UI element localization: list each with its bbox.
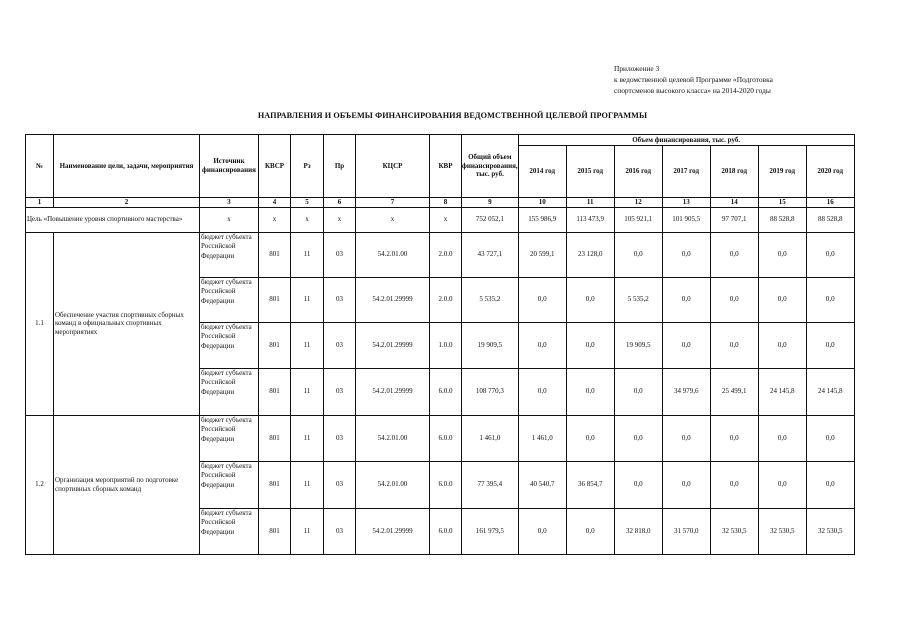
appendix-line-2: к ведомственной целевой Программе «Подготовка xyxy=(614,75,773,84)
table-cell: 32 530,5 xyxy=(806,508,854,554)
table-cell: 0,0 xyxy=(518,508,566,554)
column-number: 10 xyxy=(518,198,566,208)
header-total: Общий объем финансирования, тыс. руб. xyxy=(462,135,519,198)
goal-cell: 113 473,9 xyxy=(566,207,614,232)
header-year: 2018 год xyxy=(710,146,758,198)
goal-name: Цель «Повышение уровня спортивного мастерства» xyxy=(26,207,200,232)
table-cell: 0,0 xyxy=(710,232,758,277)
table-cell: 20 599,1 xyxy=(518,232,566,277)
column-number: 8 xyxy=(430,198,462,208)
table-cell: 0,0 xyxy=(758,415,806,461)
header-name: Наименование цели, задачи, мероприятия xyxy=(54,135,200,198)
header-year: 2019 год xyxy=(758,146,806,198)
table-cell: 5 535,2 xyxy=(462,277,519,322)
goal-cell: 105 921,1 xyxy=(614,207,662,232)
financing-table xyxy=(25,134,855,555)
table-header xyxy=(26,135,855,208)
table-cell: 34 979,6 xyxy=(662,368,710,415)
table-cell: 0,0 xyxy=(566,415,614,461)
appendix-note xyxy=(614,63,773,96)
table-cell: 25 499,1 xyxy=(710,368,758,415)
table-row xyxy=(26,232,855,277)
table-cell: 1 461,0 xyxy=(518,415,566,461)
table-cell: 801 xyxy=(259,508,291,554)
table-row xyxy=(26,415,855,461)
table-cell: 0,0 xyxy=(566,322,614,368)
funding-source: бюджет субъекта Российской Федерации xyxy=(200,322,259,368)
table-cell: 0,0 xyxy=(662,322,710,368)
header-year: 2020 год xyxy=(806,146,854,198)
table-cell: 0,0 xyxy=(806,322,854,368)
table-cell: 0,0 xyxy=(518,322,566,368)
column-number: 16 xyxy=(806,198,854,208)
table-cell: 54.2.01.00 xyxy=(356,461,430,508)
table-cell: 6.0.0 xyxy=(430,368,462,415)
table-cell: 11 xyxy=(291,415,324,461)
table-cell: 54.2.01.00 xyxy=(356,232,430,277)
table-cell: 03 xyxy=(324,508,356,554)
table-cell: 1.0.0 xyxy=(430,322,462,368)
table-cell: 0,0 xyxy=(566,277,614,322)
table-cell: 03 xyxy=(324,277,356,322)
table-cell: 54.2.01.29999 xyxy=(356,368,430,415)
header-pr: Пр xyxy=(324,135,356,198)
column-number: 9 xyxy=(462,198,519,208)
table-cell: 2.0.0 xyxy=(430,277,462,322)
table-cell: 32 530,5 xyxy=(710,508,758,554)
table-cell: 0,0 xyxy=(758,322,806,368)
goal-cell: x xyxy=(291,207,324,232)
table-cell: 0,0 xyxy=(518,368,566,415)
funding-source: бюджет субъекта Российской Федерации xyxy=(200,461,259,508)
table-cell: 0,0 xyxy=(662,461,710,508)
table-cell: 19 909,5 xyxy=(614,322,662,368)
column-number: 12 xyxy=(614,198,662,208)
header-no: № xyxy=(26,135,54,198)
table-cell: 36 854,7 xyxy=(566,461,614,508)
table-cell: 24 145,8 xyxy=(806,368,854,415)
table-cell: 0,0 xyxy=(662,277,710,322)
goal-cell: x xyxy=(259,207,291,232)
table-cell: 0,0 xyxy=(758,277,806,322)
table-cell: 0,0 xyxy=(758,232,806,277)
funding-source: бюджет субъекта Российской Федерации xyxy=(200,415,259,461)
table-cell: 03 xyxy=(324,232,356,277)
table-cell: 0,0 xyxy=(806,277,854,322)
header-kvsr: КВСР xyxy=(259,135,291,198)
table-cell: 54.2.01.29999 xyxy=(356,508,430,554)
goal-cell: 752 052,1 xyxy=(462,207,519,232)
table-cell: 161 979,5 xyxy=(462,508,519,554)
table-cell: 0,0 xyxy=(806,415,854,461)
table-cell: 108 770,3 xyxy=(462,368,519,415)
table-cell: 0,0 xyxy=(566,368,614,415)
header-year: 2015 год xyxy=(566,146,614,198)
table-cell: 801 xyxy=(259,368,291,415)
table-cell: 2.0.0 xyxy=(430,232,462,277)
table-cell: 0,0 xyxy=(710,277,758,322)
table-cell: 0,0 xyxy=(662,415,710,461)
table-cell: 0,0 xyxy=(710,322,758,368)
task-name: Обеспечение участия спортивных сборных команд в официальных спортивных мероприятиях xyxy=(54,232,200,415)
column-number: 4 xyxy=(259,198,291,208)
table-cell: 32 530,5 xyxy=(758,508,806,554)
task-name: Организация мероприятий по подготовке спортивных сборных команд xyxy=(54,415,200,554)
table-cell: 40 540,7 xyxy=(518,461,566,508)
funding-source: бюджет субъекта Российской Федерации xyxy=(200,508,259,554)
table-cell: 801 xyxy=(259,461,291,508)
page-title: НАПРАВЛЕНИЯ И ОБЪЕМЫ ФИНАНСИРОВАНИЯ ВЕДОМСТВЕННОЙ ЦЕЛЕВОЙ ПРОГРАММЫ xyxy=(257,111,648,120)
table-cell: 0,0 xyxy=(710,461,758,508)
table-cell: 32 818,0 xyxy=(614,508,662,554)
table-cell: 0,0 xyxy=(518,277,566,322)
column-number: 7 xyxy=(356,198,430,208)
goal-cell: 88 528,8 xyxy=(758,207,806,232)
goal-cell: 155 986,9 xyxy=(518,207,566,232)
table-cell: 11 xyxy=(291,508,324,554)
table-cell: 31 570,0 xyxy=(662,508,710,554)
table-cell: 23 128,0 xyxy=(566,232,614,277)
column-number: 5 xyxy=(291,198,324,208)
table-cell: 0,0 xyxy=(614,232,662,277)
table-cell: 801 xyxy=(259,277,291,322)
table-cell: 0,0 xyxy=(614,368,662,415)
table-cell: 03 xyxy=(324,322,356,368)
goal-cell: 101 905,5 xyxy=(662,207,710,232)
table-cell: 03 xyxy=(324,368,356,415)
column-number: 14 xyxy=(710,198,758,208)
goal-cell: 97 707,1 xyxy=(710,207,758,232)
table-cell: 6.0.0 xyxy=(430,508,462,554)
header-year: 2014 год xyxy=(518,146,566,198)
task-1-2-group xyxy=(26,415,855,554)
table-cell: 801 xyxy=(259,322,291,368)
column-number: 2 xyxy=(54,198,200,208)
table-cell: 19 909,5 xyxy=(462,322,519,368)
table-cell: 11 xyxy=(291,322,324,368)
column-number: 1 xyxy=(26,198,54,208)
goal-cell: x xyxy=(356,207,430,232)
task-number: 1.1 xyxy=(26,232,54,415)
table-cell: 0,0 xyxy=(806,461,854,508)
table-cell: 11 xyxy=(291,368,324,415)
table-cell: 0,0 xyxy=(614,461,662,508)
table-cell: 54.2.01.29999 xyxy=(356,277,430,322)
header-rz: Рз xyxy=(291,135,324,198)
goal-row xyxy=(26,207,855,232)
table-cell: 54.2.01.00 xyxy=(356,415,430,461)
header-year: 2016 год xyxy=(614,146,662,198)
table-cell: 0,0 xyxy=(566,508,614,554)
column-number-row xyxy=(26,198,855,208)
appendix-line-3: спортсменов высокого класса» на 2014-2020 годы xyxy=(614,86,771,95)
appendix-line-1: Приложение 3 xyxy=(614,64,660,73)
header-kvr: КВР xyxy=(430,135,462,198)
goal-cell: x xyxy=(430,207,462,232)
table-cell: 03 xyxy=(324,461,356,508)
task-number: 1.2 xyxy=(26,415,54,554)
table-cell: 801 xyxy=(259,232,291,277)
column-number: 13 xyxy=(662,198,710,208)
column-number: 11 xyxy=(566,198,614,208)
table-cell: 5 535,2 xyxy=(614,277,662,322)
table-cell: 11 xyxy=(291,277,324,322)
funding-source: бюджет субъекта Российской Федерации xyxy=(200,277,259,322)
header-volume-group: Объем финансирования, тыс. руб. xyxy=(518,135,854,146)
goal-cell: 88 528,8 xyxy=(806,207,854,232)
funding-source: бюджет субъекта Российской Федерации xyxy=(200,232,259,277)
header-kcsr: КЦСР xyxy=(356,135,430,198)
column-number: 6 xyxy=(324,198,356,208)
column-number: 3 xyxy=(200,198,259,208)
table-cell: 6.0.0 xyxy=(430,415,462,461)
header-year: 2017 год xyxy=(662,146,710,198)
header-source: Источник финансирования xyxy=(200,135,259,198)
goal-cell: x xyxy=(324,207,356,232)
table-cell: 03 xyxy=(324,415,356,461)
table-cell: 43 727,1 xyxy=(462,232,519,277)
table-cell: 77 395,4 xyxy=(462,461,519,508)
task-1-1-group xyxy=(26,232,855,415)
table-cell: 11 xyxy=(291,461,324,508)
table-cell: 6.0.0 xyxy=(430,461,462,508)
table-cell: 24 145,8 xyxy=(758,368,806,415)
goal-cell: x xyxy=(200,207,259,232)
table-cell: 0,0 xyxy=(614,415,662,461)
column-number: 15 xyxy=(758,198,806,208)
table-cell: 1 461,0 xyxy=(462,415,519,461)
table-cell: 54.2.01.29999 xyxy=(356,322,430,368)
table-cell: 0,0 xyxy=(710,415,758,461)
table-cell: 0,0 xyxy=(662,232,710,277)
table-cell: 0,0 xyxy=(806,232,854,277)
table-cell: 801 xyxy=(259,415,291,461)
funding-source: бюджет субъекта Российской Федерации xyxy=(200,368,259,415)
table-body xyxy=(26,207,855,232)
table-cell: 11 xyxy=(291,232,324,277)
table-cell: 0,0 xyxy=(758,461,806,508)
